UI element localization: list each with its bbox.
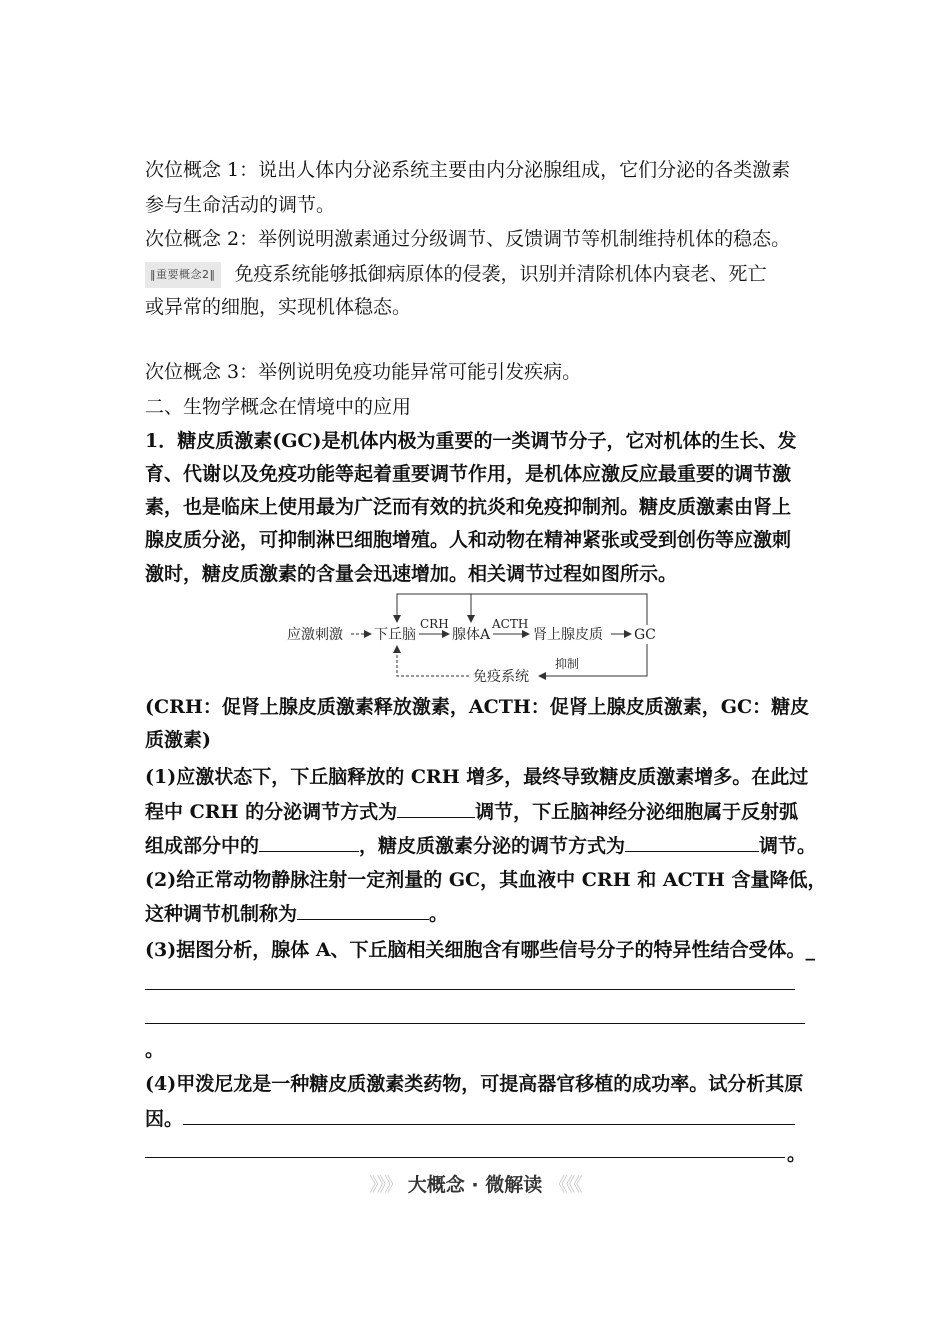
q2-line-1: (2)给正常动物静脉注射一定剂量的 GC，其血液中 CRH 和 ACTH 含量降低， (145, 869, 827, 891)
node-adrenal-cortex: 肾上腺皮质 (533, 627, 603, 643)
q3-answer-line-2[interactable] (145, 1023, 805, 1024)
important-concept-line-2: 或异常的细胞，实现机体稳态。 (145, 296, 412, 318)
footer-right-deco: 《《《 (548, 1174, 581, 1196)
footer-banner (0, 1170, 950, 1197)
concept-3: 次位概念 3：举例说明免疫功能异常可能引发疾病。 (145, 361, 582, 383)
q2-blank[interactable] (297, 901, 429, 920)
node-gc: GC (634, 627, 656, 643)
q4-end: 。 (787, 1143, 807, 1165)
q1-text-e: 调节。 (759, 835, 817, 857)
q4-line-2 (145, 1106, 795, 1131)
intro-line-3: 素，也是临床上使用最为广泛而有效的抗炎和免疫抑制剂。糖皮质激素由肾上 (145, 496, 792, 518)
label-acth: ACTH (492, 617, 529, 631)
concept-2: 次位概念 2：举例说明激素通过分级调节、反馈调节等机制维持机体的稳态。 (145, 228, 791, 250)
footer-left-deco: 》》》 (369, 1174, 402, 1196)
q1-text-a: 程中 CRH 的分泌调节方式为 (145, 801, 398, 823)
node-immune-system: 免疫系统 (473, 669, 529, 685)
intro-line-4: 腺皮质分泌，可抑制淋巴细胞增殖。人和动物在精神紧张或受到创伤等应激刺 (145, 529, 792, 551)
regulation-diagram (285, 590, 665, 686)
important-concept-tag: ‖重要概念2‖ (145, 262, 221, 288)
q1-text-b: 调节，下丘脑神经分泌细胞属于反射弧 (475, 801, 799, 823)
q3-end: 。 (145, 1039, 165, 1061)
concept-1-line-1: 次位概念 1：说出人体内分泌系统主要由内分泌腺组成，它们分泌的各类激素 (145, 159, 791, 181)
label-inhibit: 抑制 (555, 657, 580, 671)
concept-1-line-2: 参与生命活动的调节。 (145, 194, 336, 216)
q4-answer-line-2[interactable] (145, 1157, 785, 1158)
legend-line-2: 质激素) (145, 729, 211, 751)
intro-line-1: 1．糖皮质激素(GC)是机体内极为重要的一类调节分子，它对机体的生长、发 (145, 430, 797, 452)
node-gland-a: 腺体A (452, 627, 491, 643)
q4-blank-1[interactable] (183, 1106, 795, 1125)
q1-text-c: 组成部分中的 (145, 835, 260, 857)
q3-line-1: (3)据图分析，腺体 A、下丘脑相关细胞含有哪些信号分子的特异性结合受体。_ (145, 939, 816, 961)
legend-line-1: (CRH：促肾上腺皮质激素释放激素，ACTH：促肾上腺皮质激素，GC：糖皮 (145, 696, 810, 718)
footer-title: 大概念 · 微解读 (407, 1174, 543, 1196)
q1-blank-1[interactable] (397, 799, 475, 818)
q1-line-3 (145, 833, 816, 858)
q1-line-1: (1)应激状态下，下丘脑释放的 CRH 增多，最终导致糖皮质激素增多。在此过 (145, 766, 809, 788)
important-concept-2 (145, 262, 767, 290)
q4-text-a: 因。 (145, 1108, 184, 1130)
section-title: 二、生物学概念在情境中的应用 (145, 396, 412, 418)
important-concept-text: 免疫系统能够抵御病原体的侵袭，识别并清除机体内衰老、死亡 (234, 263, 767, 285)
intro-line-5: 激时，糖皮质激素的含量会迅速增加。相关调节过程如图所示。 (145, 563, 678, 585)
label-crh: CRH (420, 617, 449, 631)
intro-line-2: 育、代谢以及免疫功能等起着重要调节作用，是机体应激反应最重要的调节激 (145, 463, 792, 485)
q1-blank-2[interactable] (259, 833, 359, 852)
q4-line-1: (4)甲泼尼龙是一种糖皮质激素类药物，可提高器官移植的成功率。试分析其原 (145, 1073, 804, 1095)
q3-answer-line-1[interactable] (145, 989, 795, 990)
node-hypothalamus: 下丘脑 (374, 627, 416, 643)
q1-text-d: ，糖皮质激素分泌的调节方式为 (359, 835, 626, 857)
node-stress: 应激刺激 (287, 627, 343, 643)
q1-blank-3[interactable] (625, 833, 759, 852)
q1-line-2 (145, 799, 798, 824)
q2-text-a: 这种调节机制称为 (145, 903, 298, 925)
immune-feedback-dashed (397, 646, 469, 676)
q2-line-2 (145, 901, 448, 926)
q2-text-b: 。 (429, 903, 449, 925)
